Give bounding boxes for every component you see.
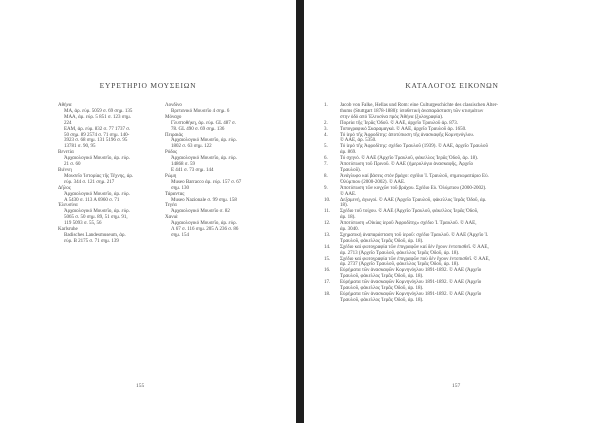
index-entry: 224 <box>64 120 72 126</box>
catalog-item-number: 2. <box>324 120 328 126</box>
index-entry: Ἐλευσίνα <box>58 203 78 209</box>
catalog-heading: ΚΑΤΑΛΟΓΟΣ ΕΙΚΟΝΩΝ <box>405 81 499 90</box>
catalog-item-text: Ἀνάγλυφο καί βάσεις στόν βράχο: σχέδιο Ἰ. Τραυλοῦ, σημειωματάριο Εὐ. <box>340 173 489 179</box>
index-entry: Γλυπτοθήκη, άρ. εύρ. GL 487 σ. <box>171 120 236 126</box>
catalog-item-text: Ἀποτύπωση τοῦ Πρινοῦ. © ΑΑΕ (ἡμερολόγιο ἀνασκαφῆς, Ἀρχεῖο <box>340 162 474 168</box>
index-entry: 14868 σ. 59 <box>171 162 195 168</box>
index-entry: 119 5093 σ. 55, 56 <box>64 221 102 227</box>
catalog-item-text: άρ. 2737 (Ἀρχεῖο Τραυλοῦ, φάκελλος Ἱερᾶς Ὁδοῦ, άρ. 18). <box>340 262 460 268</box>
index-entry: Ε 441 σ. 73 σημ. 144 <box>171 167 214 173</box>
catalog-item-text: Σχέδιο καί φωτογραφία τῶν ἐπιγραφῶν πού δέν ἔχουν ἐντοπισθεῖ. © ΑΑΕ, <box>340 256 490 262</box>
catalog-item-text: Εὑρήματα τῶν ἀνασκαφῶν Κομνηνόγλου 1891-1892. © ΑΑΕ (Ἀρχεῖο <box>340 292 482 297</box>
index-entry: 5065 σ. 50 σημ. 89, 51 σημ. 91, <box>64 215 128 221</box>
catalog-item-text: άρ. 3040. <box>340 227 359 233</box>
catalog-item-text: Δεξαμενή, ἀγωγοί. © ΑΑΕ (Ἀρχεῖο Τραυλοῦ, φάκελλος Ἱερᾶς Ὁδοῦ, άρ. <box>340 197 487 203</box>
catalog-item-text: Ὀλύμπιου (2000-2002). © ΑΑΕ. <box>340 179 406 185</box>
index-entry: Ἀρχαιολογικό Μουσεῖο, άρ. εύρ. <box>171 156 237 162</box>
index-entry: σημ. 130 <box>171 185 189 191</box>
catalog-item-text: Σχέδιο καί φωτογραφία τῶν ἐπιγραφῶν καί δέν ἔχουν ἐντοπισθεῖ. © ΑΑΕ, <box>340 244 489 250</box>
index-entry: Ρώμη <box>165 173 177 179</box>
left-page-number: 155 <box>136 383 145 389</box>
index-entry: Karlsruhe <box>58 227 78 233</box>
index-entry: Βενετία <box>58 150 74 156</box>
book-gutter <box>296 0 304 423</box>
catalog-item-text: Πορεία τῆς Ἱερᾶς Ὁδοῦ. © ΑΑΕ, ἀρχεῖο Τραυλοῦ άρ. 873. <box>340 120 459 126</box>
catalog-item-number: 10. <box>324 197 331 203</box>
index-entry: Τάραντας <box>165 191 185 197</box>
index-entry: Βιέννη <box>58 167 72 173</box>
catalog-item-text: Τραυλοῦ, φάκελλος Ἱερᾶς Ὁδοῦ, άρ. 18). <box>340 274 424 280</box>
catalog-item-text: Jacob von Falke, Hellas und Rom: eine Culturgeschichte des classischen Alter- <box>340 103 498 108</box>
index-entry: σημ. 154 <box>171 232 189 238</box>
index-entry: 50 σημ. 89 2574 σ. 71 σημ. 140- <box>64 132 130 138</box>
catalog-item-text: © ΑΑΕ, άρ. 5350. <box>340 138 377 144</box>
catalog-item-text: Εὑρήματα τῶν ἀνασκαφῶν Κομνηνόγλου 1891-1892. © ΑΑΕ (Ἀρχεῖο <box>340 280 482 286</box>
catalog-item-text: άρ. 18). <box>340 215 356 221</box>
index-entry: Λονδίνο <box>165 103 182 108</box>
catalog-item-text: © ΑΑΕ. <box>340 191 357 197</box>
catalog-item-number: 11. <box>324 209 331 215</box>
index-entry: Βρετανικό Μουσεῖο 4 σημ. 6 <box>171 108 230 114</box>
catalog-item-text: Τό σχηνό. © ΑΑΕ (Ἀρχεῖο Τραυλοῦ, φάκελλος Ἱερᾶς Ὁδοῦ, άρ. 18). <box>340 156 479 162</box>
right-page-number: 157 <box>452 383 461 389</box>
index-entry: Ρόδος <box>165 150 178 156</box>
catalog-item-text: Σχέδιο τοῦ τοίχου. © ΑΑΕ (Ἀρχεῖο Τραυλοῦ, φάκελλος Ἱερᾶς Ὁδοῦ, <box>340 209 479 215</box>
index-entry: Ἀρχαιολογικό Μουσεῖο, άρ. εύρ. <box>171 138 237 144</box>
catalog-item-text: Σχηματική ἀναπαράσταση τοῦ ἱεροῦ: σχέδιο Τραυλοῦ. © ΑΑΕ (Ἀρχεῖο Ἰ. <box>340 232 489 238</box>
index-column-2 <box>165 103 265 239</box>
index-entry: 1802 σ. 63 σημ. 122 <box>171 144 212 150</box>
index-entry: Μουσεῖο Ἱστορίας τῆς Τέχνης, άρ. <box>64 173 134 179</box>
catalog-item-text: thums (Stuttgart 1878-1880): ὑποθετική ἀναπαράσταση τῶν κτισμάτων <box>340 108 484 114</box>
catalog-item-number: 18. <box>324 292 331 297</box>
index-entry: Ἀρχαιολογικό Μουσεῖο, άρ. εύρ. <box>64 156 130 162</box>
index-entry: 78. GL 490 σ. 69 σημ. 136 <box>171 126 225 132</box>
catalog-item-text: Τραυλοῦ, φάκελλος Ἱερᾶς Ὁδοῦ, άρ. 18). <box>340 297 424 303</box>
catalog-item-number: 4. <box>324 132 328 138</box>
catalog-item-text: άρ. 2713 (Ἀρχεῖο Τραυλοῦ, φάκελλος Ἱερᾶς Ὁδοῦ, άρ. 18). <box>340 250 460 256</box>
index-entry: εύρ. Β 2175 σ. 71 σημ. 139 <box>64 238 119 244</box>
index-entry: Δῆλος <box>58 185 71 191</box>
index-entry: Μόναχο <box>165 114 182 120</box>
catalog-item-text: Τραυλοῦ, φάκελλος Ἱερᾶς Ὁδοῦ, άρ. 18). <box>340 286 424 292</box>
catalog-item-number: 5. <box>324 144 328 150</box>
catalog-list <box>324 103 572 304</box>
index-entry: Αθήνα <box>58 103 72 108</box>
index-entry: Χανιά <box>165 215 178 221</box>
catalog-item-text: Τό ἱερό τῆς Ἀφροδίτης: ἀποτύπωση τῆς ἀνασκαφῆς Κομνηνόγλου. <box>340 132 475 138</box>
catalog-item-number: 6. <box>324 156 328 162</box>
catalog-item-text: Ἀποτύπωση τῶν κογχῶν τοῦ βράχου. Σχέδιο Εὐ. Ὀλύμπιου (2000-2002). <box>340 185 487 191</box>
index-column-1 <box>58 103 156 245</box>
index-entry: Ἀρχαιολογικό Μουσεῖο, άρ. εύρ. <box>64 191 130 197</box>
catalog-item-number: 14. <box>324 244 331 250</box>
index-entry: Museo Barracco άρ. εύρ. 157 σ. 67 <box>171 179 242 185</box>
index-entry: 21 σ. 60 <box>64 162 81 168</box>
catalog-item-number: 16. <box>324 268 331 274</box>
catalog-item-number: 8. <box>324 173 328 179</box>
index-entry: Ἀρχαιολογικό Μουσεῖο σ. 82 <box>171 209 230 215</box>
catalog-item-number: 13. <box>324 232 331 238</box>
index-entry: Τεγέα <box>165 203 177 209</box>
index-entry: Πειραιάς <box>165 132 184 138</box>
catalog-item-text: Ἀποτύπωση «Οἰκίας ἱεροῦ Ἀφροδίτης» σχέδιο Ἰ. Τραυλοῦ. © ΑΑΕ, <box>340 221 477 227</box>
catalog-item-number: 1. <box>324 103 328 108</box>
index-entry: Museo Nazionale σ. 99 σημ. 158 <box>171 197 237 203</box>
index-entry: Λ 67 σ. 116 σημ. 205 Λ 236 σ. 86 <box>171 227 239 233</box>
index-entry: ΜΑ, άρ. εύρ. 5059 σ. 69 σημ. 135 <box>64 108 133 114</box>
catalog-item-number: 15. <box>324 256 331 262</box>
index-entry: Α 5430 σ. 113 Α 6960 σ. 71 <box>64 197 120 203</box>
catalog-item-text: 18). <box>340 203 348 209</box>
index-entry: 13781 σ. 90, 95 <box>64 144 96 150</box>
catalog-item-text: Τό ἱερό τῆς Ἀφροδίτης: σχέδιο Τραυλοῦ (1939). © ΑΑΕ, ἀρχεῖο Τραυλοῦ <box>340 144 488 150</box>
index-entry: Ἀρχαιολογικό Μουσεῖο, άρ. εύρ. <box>64 209 130 215</box>
catalog-item <box>324 298 572 304</box>
index-entry: ΕΑΜ, άρ. εύρ. 832 σ. 77 1737 σ. <box>64 126 131 132</box>
right-page <box>304 0 600 423</box>
index-entry: 3923 σ. 68 σημ. 131 5196 σ. 95 <box>64 138 128 144</box>
index-entry: ΜΑΑ, άρ. εύρ. 5 851 σ. 123 σημ. <box>64 114 132 120</box>
catalog-item-text: στην ὁδό από Ἐλευσίνα πρός Ἀθήνα (ξυλογραφία). <box>340 114 444 120</box>
catalog-item-number: 17. <box>324 280 331 286</box>
catalog-item-number: 12. <box>324 221 331 227</box>
catalog-item-number <box>324 298 340 304</box>
catalog-item-text: Εὑρήματα τῶν ἀνασκαφῶν Κομνηνόγλου 1891-1892. © ΑΑΕ (Ἀρχεῖο <box>340 268 482 274</box>
index-heading: ΕΥΡΕΤΗΡΙΟ ΜΟΥΣΕΙΩΝ <box>99 81 197 90</box>
index-entry: εύρ. 344 σ. 121 σημ. 217 <box>64 179 115 185</box>
catalog-item-number: 3. <box>324 126 328 132</box>
left-page <box>0 0 296 423</box>
catalog-item-text: άρ. 869. <box>340 150 357 156</box>
index-entry: Ἀρχαιολογικό Μουσεῖο, άρ. εύρ. <box>171 221 237 227</box>
catalog-item-text: Τοπογραφικό Σκαραμαγκά. © ΑΑΕ, ἀρχεῖο Τραυλοῦ άρ. 1650. <box>340 126 467 132</box>
index-entry: Badisches Landesmuseum, άρ. <box>64 232 126 238</box>
catalog-item-text: Τραυλοῦ, φάκελλος Ἱερᾶς Ὁδοῦ, άρ. 18). <box>340 238 424 244</box>
catalog-item-number: 7. <box>324 162 328 168</box>
catalog-item-number: 9. <box>324 185 328 191</box>
catalog-item-text: Τραυλοῦ). <box>340 167 361 173</box>
